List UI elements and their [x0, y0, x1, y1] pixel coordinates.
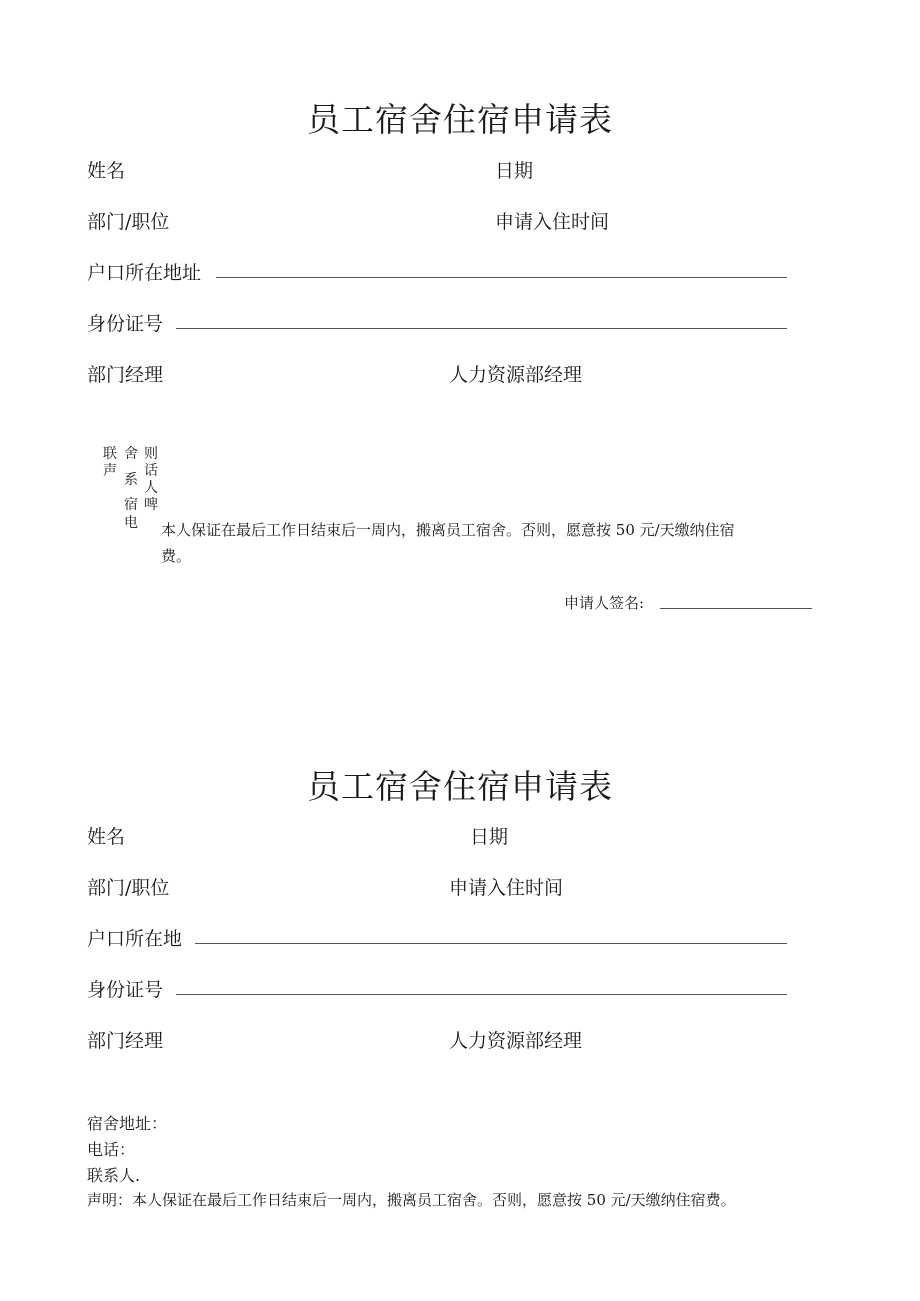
- form2-phone-label: 电话：: [87, 1140, 136, 1159]
- form1-vertical-char: 电: [124, 515, 138, 531]
- form1-date-label: 日期: [495, 160, 534, 182]
- form2-statement: 声明：本人保证在最后工作日结束后一周内，搬离员工宿舍。否则，愿意按 50 元/天缴纳住宿费。: [87, 1191, 736, 1209]
- form2-dorm-address-label: 宿舍地址：: [87, 1114, 168, 1133]
- form1-vertical-char: 宿: [124, 497, 138, 513]
- form1-id-label: 身份证号: [87, 313, 164, 335]
- form2-dept-label: 部门/职位: [87, 877, 170, 899]
- form2-contact-label: 联系人.: [87, 1166, 141, 1185]
- form1-statement-line2: 费。: [161, 547, 192, 565]
- form1-title: 员工宿舍住宿申请表: [307, 100, 613, 139]
- form1-hukou-label: 户口所在地址: [87, 262, 202, 284]
- form1-vertical-char: 声: [103, 463, 117, 479]
- form1-vertical-char: 啤: [144, 497, 158, 513]
- form1-checkin-label: 申请入住时间: [495, 211, 610, 233]
- form2-id-input-line[interactable]: [176, 994, 787, 995]
- form2-dept-manager-label: 部门经理: [87, 1030, 164, 1052]
- form1-hr-manager-label: 人力资源部经理: [449, 364, 583, 386]
- form2-hukou-label: 户口所在地: [87, 928, 183, 950]
- form2-date-label: 日期: [470, 826, 509, 848]
- form1-name-label: 姓名: [87, 160, 126, 182]
- form2-title: 员工宿舍住宿申请表: [307, 767, 613, 806]
- form2-id-label: 身份证号: [87, 979, 164, 1001]
- form1-vertical-char: 人: [144, 480, 158, 496]
- form1-vertical-char: 联: [103, 446, 117, 462]
- form2-name-label: 姓名: [87, 826, 126, 848]
- form1-vertical-char: 舍: [124, 446, 138, 462]
- form1-vertical-char: 则: [144, 446, 158, 462]
- form2-hr-manager-label: 人力资源部经理: [449, 1030, 583, 1052]
- form1-vertical-char: 话: [144, 463, 158, 479]
- form1-signature-line[interactable]: [660, 608, 812, 609]
- form1-hukou-input-line[interactable]: [216, 277, 787, 278]
- form2-hukou-input-line[interactable]: [195, 943, 787, 944]
- form2-checkin-label: 申请入住时间: [449, 877, 564, 899]
- form1-dept-label: 部门/职位: [87, 211, 170, 233]
- form1-signature-label: 申请人签名:: [564, 594, 645, 612]
- form1-dept-manager-label: 部门经理: [87, 364, 164, 386]
- form1-vertical-char: 系: [124, 472, 138, 488]
- form1-id-input-line[interactable]: [176, 328, 787, 329]
- form1-statement-line1: 本人保证在最后工作日结束后一周内，搬离员工宿舍。否则，愿意按 50 元/天缴纳住宿: [161, 521, 735, 539]
